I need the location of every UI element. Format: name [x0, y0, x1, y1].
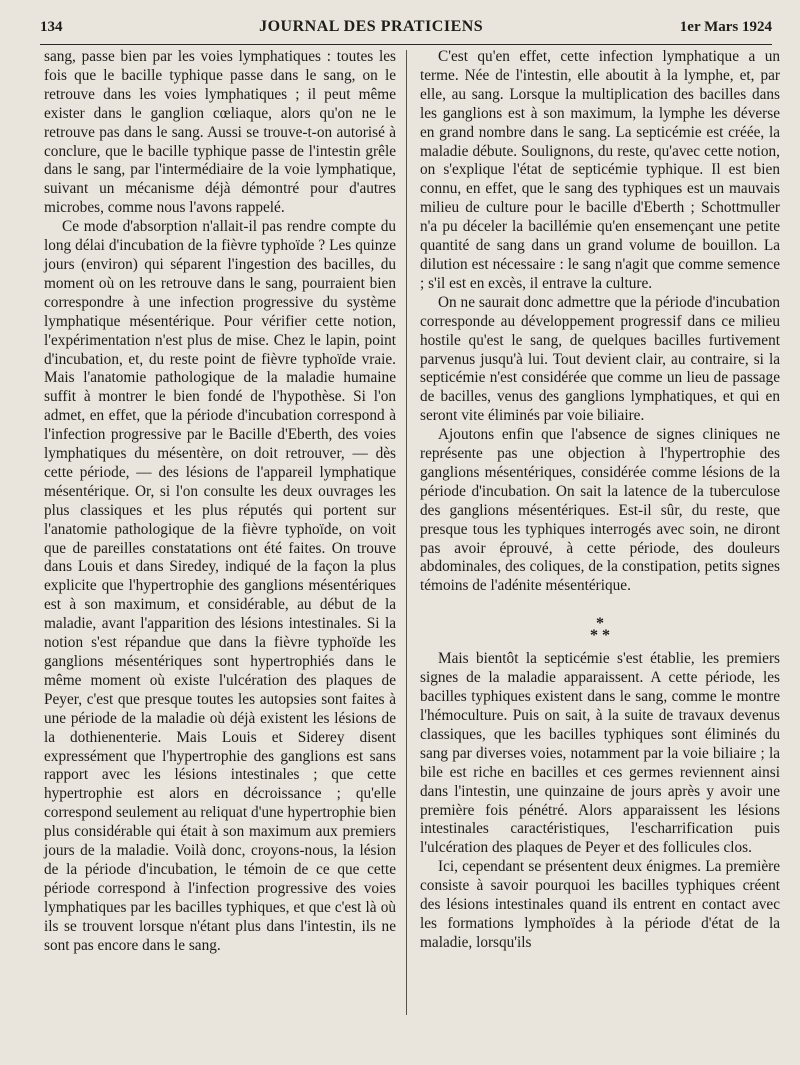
right-column [420, 48, 780, 953]
paragraph: Ici, cependant se présentent deux énigmes. La première consiste à savoir pourquoi les bacilles typhiques créent des lésions intestinales quand ils entrent en contact avec les formations lymphoïdes à la période d'état de la maladie, lorsqu'ils [420, 858, 780, 951]
page-number: 134 [40, 19, 63, 35]
paragraph: On ne saurait donc admettre que la période d'incubation corresponde au développement progressif dans ce milieu hostile qu'est le sang, de quelques bacilles furtivement parvenus jusqu'à lui. Tout devient clair, au contraire, si la septicémie n'est considérée que comme un lieu de passage de bacilles, venus des ganglions lymphatiques, et qui en seront vite éliminés par voie biliaire. [420, 293, 780, 425]
section-separator [420, 615, 780, 645]
journal-title: JOURNAL DES PRATICIENS [259, 18, 484, 35]
asterism-top: * [596, 615, 604, 633]
left-column [44, 48, 396, 956]
paragraph: C'est qu'en effet, cette infection lymphatique a un terme. Née de l'intestin, elle aboutit à la lymphe, et, par elle, au sang. Lorsque la multiplication des bacilles dans les ganglions est à son maximum, la lymphe les déverse en grand nombre dans le sang. La septicémie est créée, la maladie débute. Soulignons, du reste, qu'avec cette notion, on s'explique l'état de septicémie typhique. Il est bien connu, en effet, que le sang des typhiques est un mauvais milieu de culture pour le bacille d'Eberth ; Schottmuller n'a pu déceler la bacillémie qu'en ensemençant une petite quantité de sang dans un grand volume de bouillon. La dilution est nécessaire : le sang n'agit que comme semence ; s'il est en excès, il entrave la culture. [420, 48, 780, 292]
paragraph: sang, passe bien par les voies lymphatiques : toutes les fois que le bacille typhique passe dans le sang, on le retrouve dans les voies lymphatiques ; il peut même exister dans le ganglion cœliaque, alors qu'on ne le retrouve pas dans le sang. Aussi se trouve-t-on autorisé à conclure, que le bacille typhique passe de l'intestin grêle dans le sang, par l'intermédiaire de la voie lymphatique, suivant un mécanisme déjà démontré pour d'autres microbes, comme nous l'avons rappelé. [44, 48, 396, 217]
column-divider [406, 50, 407, 1015]
paragraph: Ajoutons enfin que l'absence de signes cliniques ne représente pas une objection à l'hypertrophie des ganglions mésentériques, considérée comme lésions de la période d'incubation. On sait la latence de la tuberculose des ganglions mésentériques. Est-il sûr, du reste, que presque tous les typhiques interrogés avec soin, ne diront pas avoir éprouvé, à cette période, des douleurs abdominales, des coliques, de la constipation, petits signes témoins de l'adénite mésentérique. [420, 426, 780, 595]
paragraph: Ce mode d'absorption n'allait-il pas rendre compte du long délai d'incubation de la fièvre typhoïde ? Les quinze jours (environ) qui séparent l'ingestion des bacilles, du moment où on les retrouve dans le sang, pourraient bien correspondre à une infection progressive du système lymphatique mésentérique. Pour vérifier cette notion, l'expérimentation n'est plus de mise. Chez le lapin, point d'incubation, et, du reste point de fièvre typhoïde vraie. Mais l'anatomie pathologique de la maladie humaine suffit à montrer le bien fondé de l'hypothèse. Si l'on admet, en effet, que la période d'incubation correspond à l'infection progressive par le Bacille d'Eberth, des voies lymphatiques du mésentère, on doit retrouver, — dès cette période, — des lésions de l'appareil lymphatique mésentérique. Or, si l'on consulte les deux ouvrages les plus classiques et les plus réputés qui portent sur l'anatomie pathologique de la fièvre typhoïde, on voit que de pareilles constatations ont été faites. On trouve dans Louis et dans Siredey, indiqué de la façon la plus explicite que l'hypertrophie des ganglions mésentériques est à son maximum, et considérable, au début de la maladie, avant l'apparition des lésions intestinales. Si la notion s'est répandue que dans la fièvre typhoïde les ganglions mésentériques sont hypertrophiés dans le même moment où existe l'ulcération des plaques de Peyer, c'est que presque toutes les autopsies sont faites à une période de la maladie où déjà existent les lésions de la dothienenterie. Mais Louis et Siderey disent expressément que l'hypertrophie des ganglions est sans rapport avec les lésions intestinales ; que cette hypertrophie est alors en décroissance ; qu'elle correspond seulement au reliquat d'une hypertrophie bien plus considérable qui était à son maximum aux premiers jours de la maladie. Voilà donc, croyons-nous, la lésion de la période d'incubation, le témoin de ce que cette période correspond à l'infection progressive des voies lymphatiques par les bacilles typhiques, et que c'est là où ils se trouvent lorsque n'étant plus dans l'intestin, ils ne sont pas encore dans le sang. [44, 218, 396, 954]
paragraph: Mais bientôt la septicémie s'est établie, les premiers signes de la maladie apparaissent. A cette période, les bacilles typhiques existent dans le sang, comme le montre l'hémoculture. Puis on sait, à la suite de travaux devenus classiques, que les bacilles typhiques sont éliminés du sang par diverses voies, notamment par la voie biliaire ; la bile est riche en bacilles et ces germes reviennent ainsi dans l'intestin, une quinzaine de jours après y avoir une première fois pénétré. Alors apparaissent les lésions intestinales caractéristiques, l'escharrification puis l'ulcération des plaques de Peyer et des follicules clos. [420, 650, 780, 857]
asterism-bottom: * * [590, 627, 610, 645]
issue-date: 1er Mars 1924 [679, 19, 772, 35]
page-header [40, 18, 772, 45]
